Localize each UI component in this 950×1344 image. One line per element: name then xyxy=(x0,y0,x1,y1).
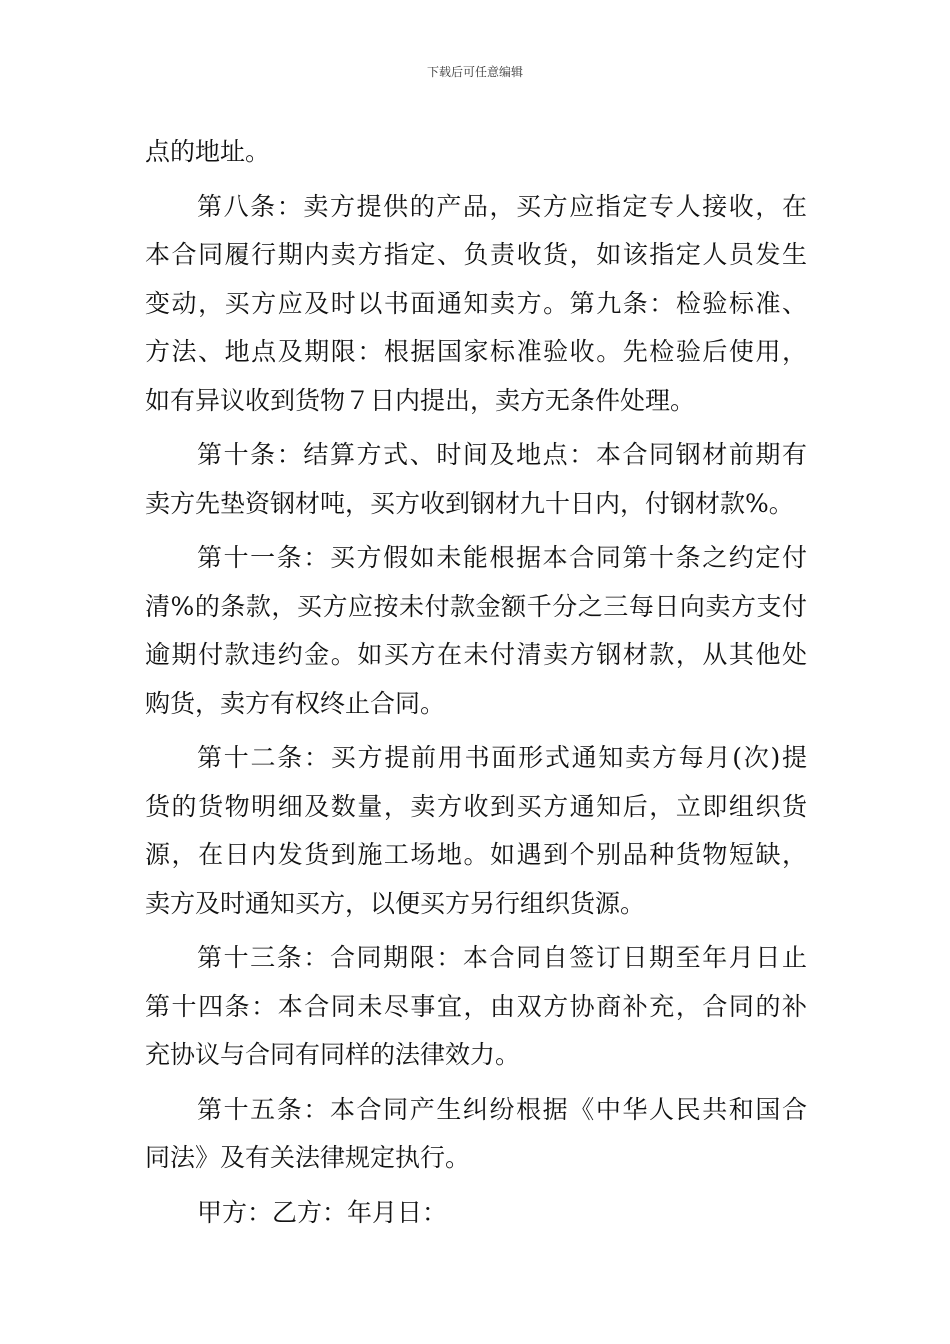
text-line: 第十三条：合同期限：本合同自签订日期至年月日止 xyxy=(197,943,807,972)
text-line: 方法、地点及期限：根据国家标准验收。先检验后使用， xyxy=(145,337,807,366)
text-line: 同法》及有关法律规定执行。 xyxy=(145,1143,471,1172)
page-header: 下载后可任意编辑 xyxy=(426,65,523,79)
text-line: 卖方先垫资钢材吨，买方收到钢材九十日内，付钢材款%。 xyxy=(145,488,794,518)
text-line: 甲方：乙方：年月日： xyxy=(197,1197,448,1227)
document-body xyxy=(145,128,807,1237)
text-line: 本合同履行期内卖方指定、负责收货，如该指定人员发生 xyxy=(145,240,807,269)
text-line: 充协议与合同有同样的法律效力。 xyxy=(145,1040,521,1069)
text-line: 第十条：结算方式、时间及地点：本合同钢材前期有 xyxy=(197,440,807,469)
text-line: 变动，买方应及时以书面通知卖方。第九条：检验标准、 xyxy=(145,288,807,318)
text-line: 如有异议收到货物７日内提出，卖方无条件处理。 xyxy=(145,385,696,415)
text-line: 第十一条：买方假如未能根据本合同第十条之约定付 xyxy=(197,543,807,572)
text-line: 源，在日内发货到施工场地。如遇到个别品种货物短缺， xyxy=(145,840,807,869)
text-line: 点的地址。 xyxy=(145,137,271,166)
text-line: 逾期付款违约金。如买方在未付清卖方钢材款，从其他处 xyxy=(145,640,807,669)
text-line: 卖方及时通知买方，以便买方另行组织货源。 xyxy=(145,888,646,918)
text-line: 清%的条款，买方应按未付款金额千分之三每日向卖方支付 xyxy=(145,591,807,621)
text-line: 第十四条：本合同未尽事宜，由双方协商补充，合同的补 xyxy=(145,991,807,1021)
text-line: 购货，卖方有权终止合同。 xyxy=(145,688,446,718)
text-line: 第八条：卖方提供的产品，买方应指定专人接收，在 xyxy=(197,191,807,221)
text-line: 货的货物明细及数量，卖方收到买方通知后，立即组织货 xyxy=(145,791,807,821)
text-line: 第十五条：本合同产生纠纷根据《中华人民共和国合 xyxy=(197,1094,807,1124)
text-line: 第十二条：买方提前用书面形式通知卖方每月(次)提 xyxy=(197,743,807,772)
